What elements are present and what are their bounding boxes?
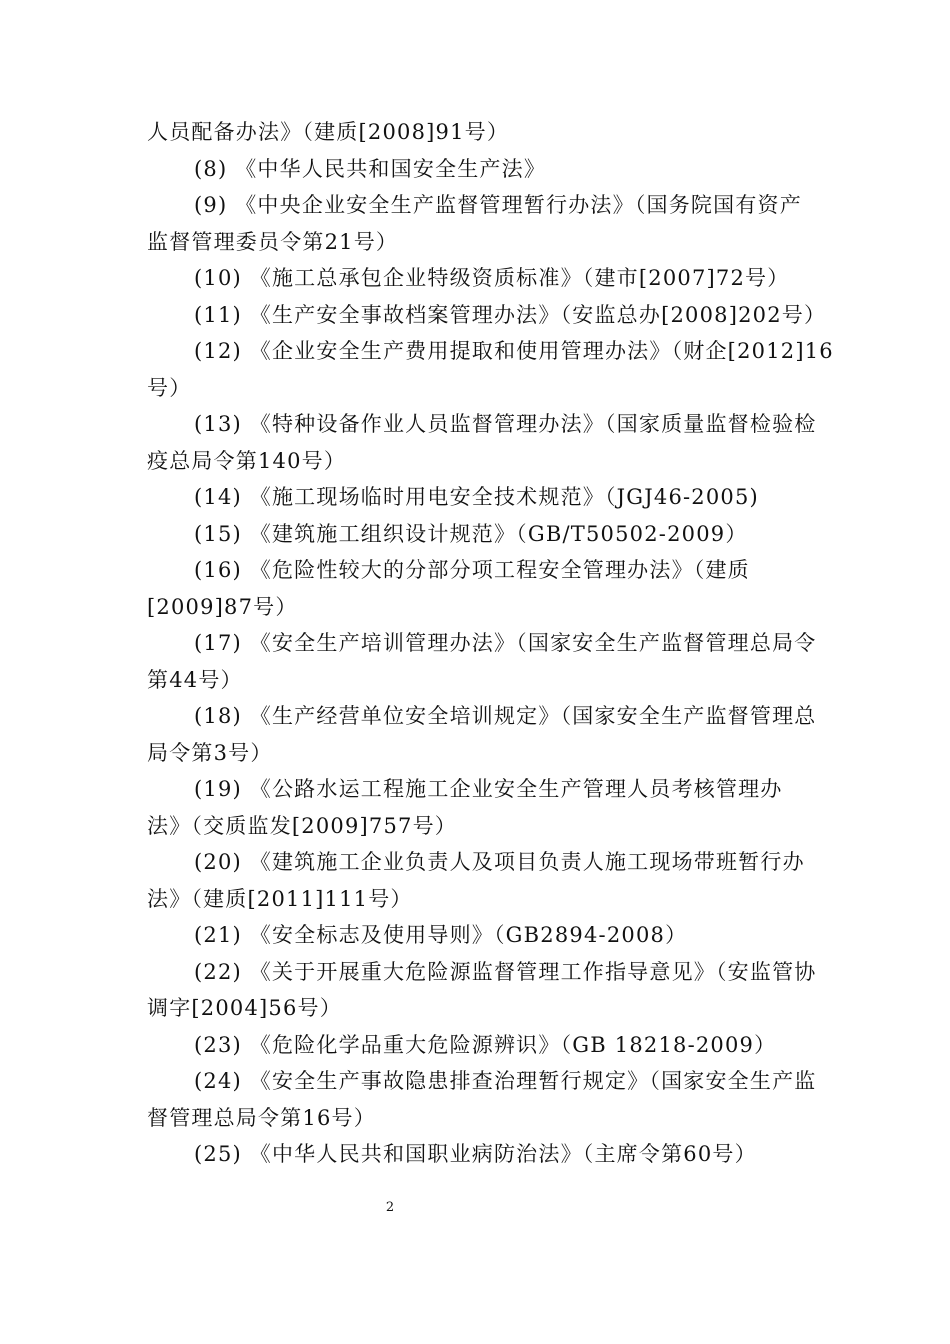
list-item: (18) 《生产经营单位安全培训规定》（国家安全生产监督管理总 (194, 704, 817, 728)
list-item: (14) 《施工现场临时用电安全技术规范》（JGJ46-2005) (194, 485, 759, 509)
list-item: (11) 《生产安全事故档案管理办法》（安监总办[2008]202号） (194, 303, 827, 327)
text-line: 局令第3号） (147, 741, 273, 765)
list-item: (10) 《施工总承包企业特级资质标准》（建市[2007]72号） (194, 266, 790, 290)
list-item: (25) 《中华人民共和国职业病防治法》（主席令第60号） (194, 1142, 757, 1166)
text-line: 法》（建质[2011]111号） (147, 887, 413, 911)
text-line: 监督管理委员令第21号） (147, 230, 399, 254)
list-item: (22) 《关于开展重大危险源监督管理工作指导意见》（安监管协 (194, 960, 817, 984)
list-item: (12) 《企业安全生产费用提取和使用管理办法》（财企[2012]16 (194, 339, 834, 363)
list-item: (15) 《建筑施工组织设计规范》（GB/T50502-2009） (194, 522, 748, 546)
text-line: 人员配备办法》（建质[2008]91号） (147, 120, 510, 144)
text-line: 督管理总局令第16号） (147, 1106, 376, 1130)
list-item: (16) 《危险性较大的分部分项工程安全管理办法》（建质 (194, 558, 750, 582)
list-item: (24) 《安全生产事故隐患排查治理暂行规定》（国家安全生产监 (194, 1069, 817, 1093)
list-item: (19) 《公路水运工程施工企业安全生产管理人员考核管理办 (194, 777, 783, 801)
page-number: 2 (385, 1200, 395, 1215)
list-item: (13) 《特种设备作业人员监督管理办法》（国家质量监督检验检 (194, 412, 817, 436)
list-item: (21) 《安全标志及使用导则》（GB2894-2008） (194, 923, 688, 947)
list-item: (20) 《建筑施工企业负责人及项目负责人施工现场带班暂行办 (194, 850, 805, 874)
list-item: (8) 《中华人民共和国安全生产法》 (194, 157, 547, 181)
text-line: 调字[2004]56号） (147, 996, 342, 1020)
text-line: 号） (147, 376, 192, 400)
list-item: (9) 《中央企业安全生产监督管理暂行办法》（国务院国有资产 (194, 193, 802, 217)
list-item: (23) 《危险化学品重大危险源辨识》（GB 18218-2009） (194, 1033, 777, 1057)
list-item: (17) 《安全生产培训管理办法》（国家安全生产监督管理总局令 (194, 631, 817, 655)
text-line: 第44号） (147, 668, 243, 692)
text-line: 法》（交质监发[2009]757号） (147, 814, 458, 838)
text-line: 疫总局令第140号） (147, 449, 347, 473)
text-line: [2009]87号） (147, 595, 298, 619)
